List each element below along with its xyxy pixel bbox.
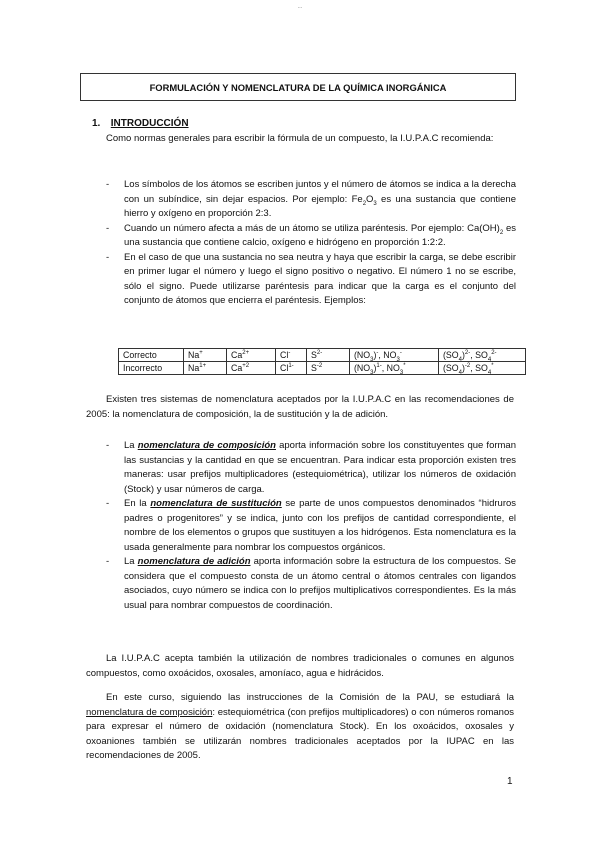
rule-2-sub-2: 2 (499, 229, 504, 236)
term-substitution: nomenclatura de sustitución (150, 498, 282, 509)
term-composition: nomenclatura de composición (137, 440, 276, 451)
cell-na-wrong: $Na^{1+}$ (184, 362, 227, 375)
section-number: 1. (92, 118, 101, 129)
cell-ca: $Ca^{2+}$ (227, 349, 276, 362)
rule-2-text-b: es una sustancia que contiene calcio, oxígeno e hidrógeno en proporción 1:2:2. (124, 222, 516, 248)
rule-1-sub-2: 2 (362, 200, 367, 207)
row-label-incorrect: Incorrecto (119, 362, 184, 375)
rule-2-text-a: Cuando un número afecta a más de un átomo se utiliza paréntesis. Por ejemplo: Ca(OH) (124, 222, 500, 234)
cell-s: $S^{2-}$ (307, 349, 350, 362)
intro-paragraph: Como normas generales para escribir la fórmula de un compuesto, la I.U.P.A.C recomienda: (106, 133, 494, 144)
rule-1-text-a: Los símbolos de los átomos se escriben juntos y el número de átomos se indica a la derecha con un subíndice, sin dejar espacios. Por ejemplo: Fe (124, 179, 516, 205)
cell-so4: $(SO_4)^{2-}$, $SO_4^{2-}$ (439, 349, 526, 362)
rule-1-sub-3: 3 (373, 200, 377, 207)
document-title: FORMULACIÓN Y NOMENCLATURA DE LA QUÍMICA INORGÁNICA (80, 73, 516, 101)
term-addition: nomenclatura de adición (137, 556, 251, 567)
traditional-names-paragraph: La I.U.P.A.C acepta también la utilización de nombres tradicionales o comunes en algunos compuestos, como oxoácidos, oxosales, amoníaco, agua e hidrácidos. (86, 653, 514, 679)
rule-1-text-b: O (366, 193, 374, 205)
cell-no3: $(NO_3)^-$, $NO_3^-$ (350, 349, 439, 362)
systems-intro-paragraph: Existen tres sistemas de nomenclatura aceptados por la I.U.P.A.C en las recomendaciones de 2005: la nomenclatura de composición, la de sustitución y la de adición. (86, 394, 514, 420)
cell-no3-wrong: $(NO_3)^{1-}$, $NO_3^*$ (350, 362, 439, 375)
system-item-substitution: - En la nomenclatura de sustitución se parte de unos compuestos denominados “hidruros padres o progenitores” y se indica, junto con los prefijos de cantidad correspondiente, el nombre de los elementos o grupos que sustituyen a los hidrógenos. Esta nomenclatura es la usada generalmente para nombrar los compuestos orgánicos. (106, 497, 516, 555)
cell-cl: Cl- (276, 349, 307, 362)
rule-item-1 (106, 178, 516, 222)
rule-1-text-c: es una sustancia que contiene hierro y oxígeno en proporción 2:3. (124, 193, 516, 219)
rule-item-3: - En el caso de que una sustancia no sea neutra y haya que escribir la carga, se debe escribir en primer lugar el número y luego el signo positivo o negativo. El número 1 no se escribe, sólo el signo. Puede utilizarse paréntesis para indicar que la carga es el conjunto del conjunto de átomos que encierra el paréntesis. Ejemplos: (106, 251, 516, 309)
charge-examples-table (118, 348, 526, 375)
section-heading (92, 118, 189, 129)
cell-na: Na+ (184, 349, 227, 362)
table-row-incorrect (119, 362, 526, 375)
term-composition-underlined: nomenclatura de composición (86, 706, 213, 718)
course-paragraph: En este curso, siguiendo las instrucciones de la Comisión de la PAU, se estudiará la nomenclatura de composición: estequiométrica (con prefijos multiplicadores) o con números romanos para expresar el número de oxidación (nomenclatura Stock). En los oxoácidos, oxosales y oxoaniones también se utilizarán nombres tradicionales aceptados por la IUPAC en las recomendaciones de 2005. (86, 692, 514, 761)
cell-cl-wrong: $Cl^{1-}$ (276, 362, 307, 375)
section-label: INTRODUCCIÓN (110, 118, 189, 129)
cell-so4-wrong: $(SO_4)^{-2}$, $SO_4^*$ (439, 362, 526, 375)
rules-list (106, 178, 516, 309)
cell-s-wrong: $S^{-2}$ (307, 362, 350, 375)
system-item-addition: - La nomenclatura de adición aporta información sobre la estructura de los compuestos. Se considera que el compuesto consta de un átomo central o átomos centrales con ligandos asociados, cuyo número se indica con lo prefijos multiplicativos correspondientes. Es la más usual para nombrar compuestos de coordinación. (106, 555, 516, 613)
system-item-composition: - La nomenclatura de composición aporta información sobre los constituyentes que forman las sustancias y la cantidad en que se encuentran. Para indicar esta proporción existen tres maneras: usar prefijos multiplicadores (estequiométrica), utilizar los números de oxidación (Stock) y usar números de carga. (106, 439, 516, 497)
table-row-correct (119, 349, 526, 362)
systems-list (106, 439, 516, 613)
header-mark: ... (297, 4, 303, 10)
page-number: 1 (507, 776, 513, 787)
cell-ca-wrong: $Ca^{+2}$ (227, 362, 276, 375)
row-label-correct: Correcto (119, 349, 184, 362)
rule-item-2 (106, 222, 516, 251)
